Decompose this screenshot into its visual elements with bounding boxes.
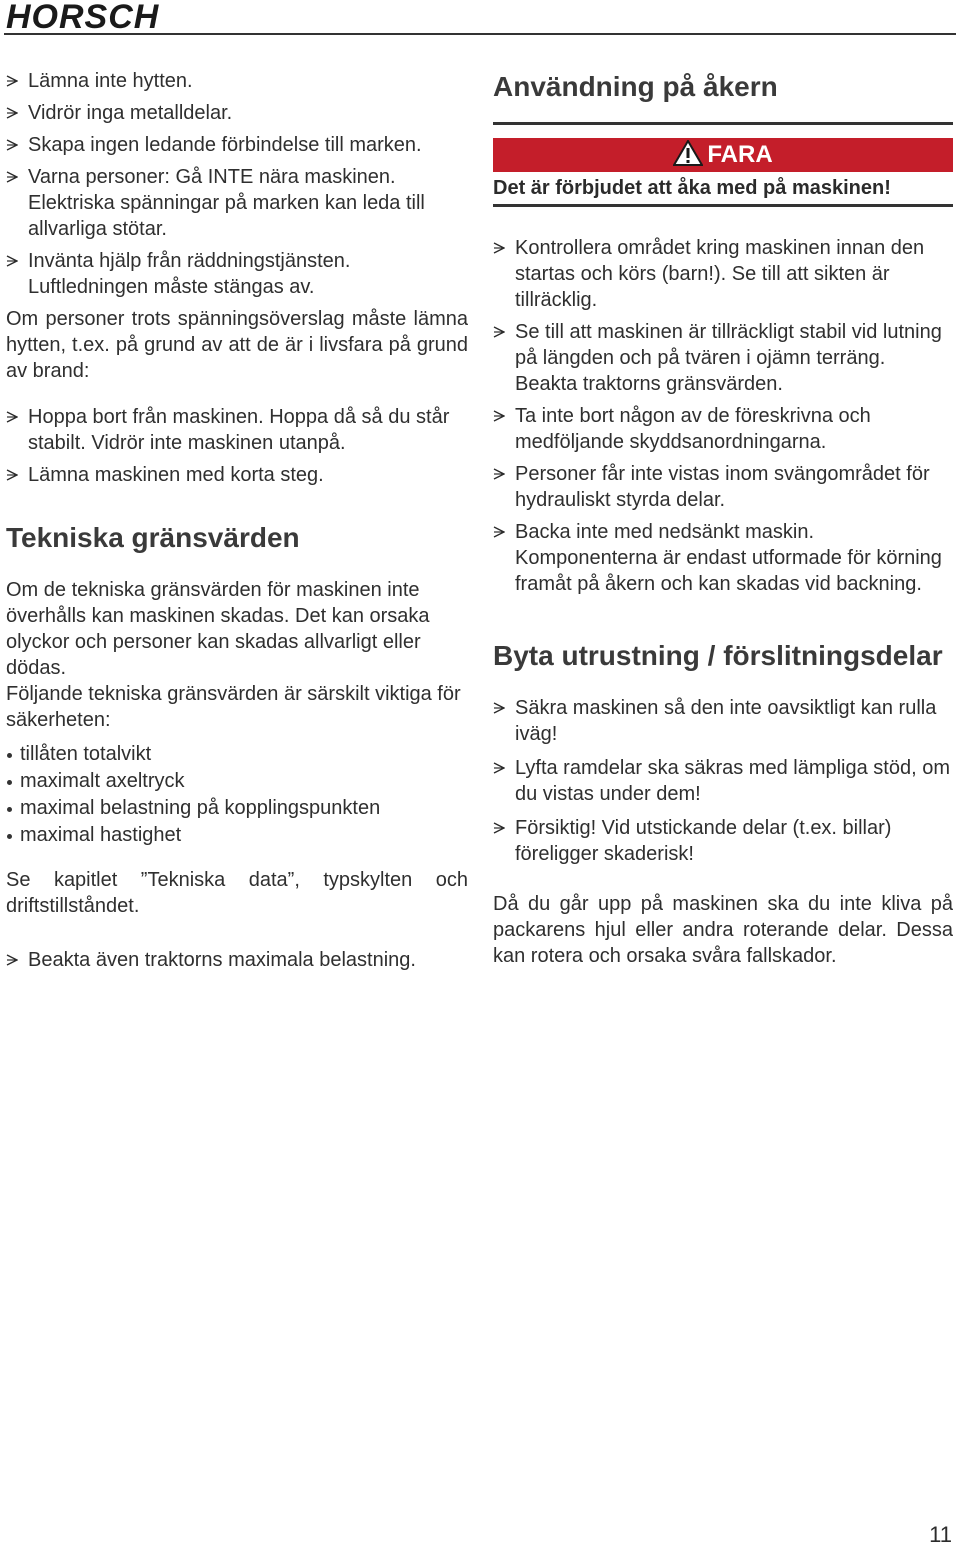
header-divider	[4, 33, 956, 35]
arrow-bullet-icon	[6, 139, 18, 151]
field-use-list	[493, 235, 953, 597]
equipment-list-text: Säkra maskinen så den inte oavsiktligt kan rulla iväg!	[515, 697, 937, 745]
tractor-load-list-text: Beakta även traktorns maximala belastning.	[28, 949, 416, 971]
tractor-load-list-item	[6, 947, 468, 973]
arrow-bullet-icon	[6, 75, 18, 87]
tractor-load-list	[6, 947, 468, 973]
paragraph-limits-important: Följande tekniska gränsvärden är särskilt viktiga för säkerheten:	[6, 683, 461, 731]
field-use-list-item	[493, 519, 953, 597]
safety-list-item	[6, 248, 468, 300]
paragraph-escape-intro: Om personer trots spänningsöverslag måste lämna hytten, t.ex. på grund av att de är i livsfara på grund av brand:	[6, 308, 468, 382]
field-use-list-text: Personer får inte vistas inom svängområdet för hydrauliskt styrda delar.	[515, 463, 930, 511]
escape-list-text: Lämna maskinen med korta steg.	[28, 464, 324, 486]
arrow-bullet-icon	[493, 526, 505, 538]
bullet-dot-icon	[7, 834, 12, 839]
bullet-text: maximal belastning på kopplingspunkten	[20, 797, 381, 819]
arrow-bullet-icon	[493, 326, 505, 338]
arrow-bullet-icon	[493, 410, 505, 422]
bullet-list-item	[6, 795, 468, 822]
arrow-bullet-icon	[6, 954, 18, 966]
paragraph-limits-warning: Om de tekniska gränsvärden för maskinen inte överhålls kan maskinen skadas. Det kan orsaka olyckor och personer kan skadas allvarligt eller dödas.	[6, 579, 430, 679]
right-column	[493, 68, 953, 969]
warning-triangle-icon	[673, 140, 703, 171]
bullet-text: tillåten totalvikt	[20, 743, 152, 765]
bullet-list-item	[6, 822, 468, 849]
arrow-bullet-icon	[6, 107, 18, 119]
arrow-bullet-icon	[6, 411, 18, 423]
bullet-list-item	[6, 741, 468, 768]
safety-list-item	[6, 132, 468, 158]
safety-list-text: Skapa ingen ledande förbindelse till marken.	[28, 134, 422, 156]
field-use-list-item	[493, 461, 953, 513]
field-use-list-text: Ta inte bort någon av de föreskrivna och medföljande skyddsanordningarna.	[515, 405, 871, 453]
limits-bullet-list	[6, 741, 468, 849]
field-use-list-text: Backa inte med nedsänkt maskin. Komponenterna är endast utformade för körning framåt på åkern och kan skadas vid backning.	[515, 521, 942, 595]
safety-list-item	[6, 164, 468, 242]
page-number: 11	[929, 1522, 952, 1547]
bullet-dot-icon	[7, 807, 12, 812]
bullet-list-item	[6, 768, 468, 795]
safety-list-text: Lämna inte hytten.	[28, 70, 193, 92]
field-use-list-item	[493, 235, 953, 313]
arrow-bullet-icon	[493, 242, 505, 254]
safety-list-item	[6, 68, 468, 94]
heading-technical-limits: Tekniska gränsvärden	[6, 522, 300, 553]
arrow-bullet-icon	[493, 468, 505, 480]
arrow-bullet-icon	[493, 762, 505, 774]
safety-list-text: Vidrör inga metalldelar.	[28, 102, 233, 124]
escape-list	[6, 404, 468, 488]
field-use-list-item	[493, 403, 953, 455]
escape-list-item	[6, 404, 468, 456]
escape-list-text: Hoppa bort från maskinen. Hoppa då så du står stabilt. Vidrör inte maskinen utanpå.	[28, 406, 450, 454]
safety-list-item	[6, 100, 468, 126]
escape-list-item	[6, 462, 468, 488]
safety-list-text: Varna personer: Gå INTE nära maskinen. Elektriska spänningar på marken kan leda till allvarliga stötar.	[28, 166, 425, 240]
arrow-bullet-icon	[493, 702, 505, 714]
arrow-bullet-icon	[493, 822, 505, 834]
danger-banner	[493, 138, 953, 172]
danger-message: Det är förbjudet att åka med på maskinen!	[493, 177, 891, 199]
equipment-list-text: Försiktig! Vid utstickande delar (t.ex. billar) föreligger skaderisk!	[515, 817, 892, 865]
danger-label: FARA	[707, 141, 773, 168]
horsch-logo: HORSCH	[6, 0, 160, 36]
field-use-list-item	[493, 319, 953, 397]
equipment-list-item	[493, 695, 953, 747]
safety-list	[6, 68, 468, 300]
paragraph-climbing-warning: Då du går upp på maskinen ska du inte kliva på packarens hjul eller andra roterande delar. Dessa kan rotera och orsaka svåra fallskador.	[493, 893, 953, 967]
equipment-list	[493, 695, 953, 867]
danger-top-rule	[493, 122, 953, 125]
arrow-bullet-icon	[6, 171, 18, 183]
field-use-list-text: Se till att maskinen är tillräckligt stabil vid lutning på längden och på tvären i ojämn terräng. Beakta traktorns gränsvärden.	[515, 321, 942, 395]
danger-bottom-rule	[493, 204, 953, 207]
arrow-bullet-icon	[6, 469, 18, 481]
equipment-list-item	[493, 755, 953, 807]
heading-field-use: Användning på åkern	[493, 71, 778, 102]
bullet-dot-icon	[7, 753, 12, 758]
bullet-text: maximalt axeltryck	[20, 770, 185, 792]
paragraph-see-chapter: Se kapitlet ”Tekniska data”, typskylten och driftstillståndet.	[6, 869, 468, 917]
bullet-dot-icon	[7, 780, 12, 785]
bullet-text: maximal hastighet	[20, 824, 182, 846]
heading-equipment-change: Byta utrustning / förslitningsdelar	[493, 640, 943, 671]
field-use-list-text: Kontrollera området kring maskinen innan den startas och körs (barn!). Se till att sikten är tillräcklig.	[515, 237, 925, 311]
equipment-list-text: Lyfta ramdelar ska säkras med lämpliga stöd, om du vistas under dem!	[515, 757, 950, 805]
arrow-bullet-icon	[6, 255, 18, 267]
safety-list-text: Invänta hjälp från räddningstjänsten. Luftledningen måste stängas av.	[28, 250, 351, 298]
equipment-list-item	[493, 815, 953, 867]
left-column	[6, 68, 468, 973]
